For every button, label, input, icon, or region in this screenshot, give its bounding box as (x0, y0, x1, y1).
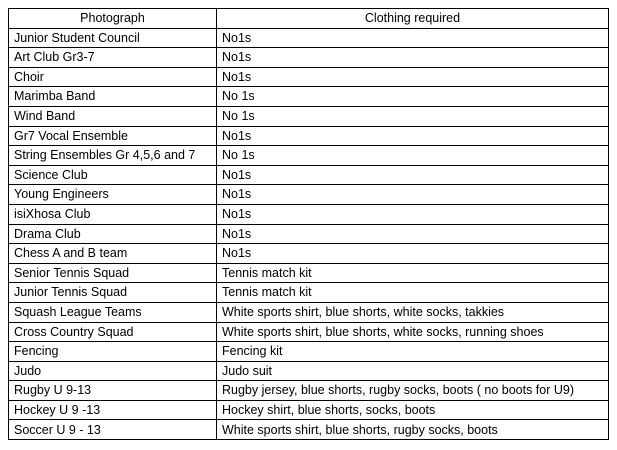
photograph-cell: Choir (9, 67, 217, 87)
clothing-cell: No1s (217, 126, 609, 146)
clothing-cell: No 1s (217, 106, 609, 126)
photograph-cell: Young Engineers (9, 185, 217, 205)
table-row (9, 381, 609, 401)
photograph-cell: Squash League Teams (9, 302, 217, 322)
table-row (9, 361, 609, 381)
table-row (9, 106, 609, 126)
table-row (9, 244, 609, 264)
table-body (9, 28, 609, 439)
photograph-cell: Senior Tennis Squad (9, 263, 217, 283)
clothing-cell: Judo suit (217, 361, 609, 381)
table-row (9, 67, 609, 87)
table-row (9, 420, 609, 440)
table-row (9, 322, 609, 342)
table-row (9, 28, 609, 48)
photograph-cell: String Ensembles Gr 4,5,6 and 7 (9, 146, 217, 166)
photograph-cell: Soccer U 9 - 13 (9, 420, 217, 440)
column-header-clothing-required: Clothing required (217, 9, 609, 29)
photograph-cell: Cross Country Squad (9, 322, 217, 342)
table-row (9, 283, 609, 303)
clothing-cell: No1s (217, 204, 609, 224)
clothing-cell: Tennis match kit (217, 263, 609, 283)
clothing-cell: No1s (217, 48, 609, 68)
photograph-cell: isiXhosa Club (9, 204, 217, 224)
photograph-cell: Fencing (9, 342, 217, 362)
photograph-cell: Wind Band (9, 106, 217, 126)
photograph-cell: Junior Student Council (9, 28, 217, 48)
clothing-cell: White sports shirt, blue shorts, white socks, takkies (217, 302, 609, 322)
clothing-cell: No1s (217, 165, 609, 185)
clothing-cell: Rugby jersey, blue shorts, rugby socks, boots ( no boots for U9) (217, 381, 609, 401)
table-header-row (9, 9, 609, 29)
photograph-cell: Hockey U 9 -13 (9, 400, 217, 420)
table-row (9, 48, 609, 68)
photograph-cell: Chess A and B team (9, 244, 217, 264)
column-header-photograph: Photograph (9, 9, 217, 29)
table-row (9, 342, 609, 362)
clothing-table (8, 8, 609, 440)
clothing-cell: No1s (217, 244, 609, 264)
clothing-cell: No1s (217, 28, 609, 48)
clothing-cell: No 1s (217, 87, 609, 107)
table-row (9, 263, 609, 283)
clothing-cell: No1s (217, 224, 609, 244)
table-row (9, 224, 609, 244)
photograph-cell: Gr7 Vocal Ensemble (9, 126, 217, 146)
clothing-cell: No 1s (217, 146, 609, 166)
table-row (9, 165, 609, 185)
photograph-cell: Science Club (9, 165, 217, 185)
clothing-cell: Fencing kit (217, 342, 609, 362)
clothing-cell: No1s (217, 185, 609, 205)
photograph-cell: Rugby U 9-13 (9, 381, 217, 401)
table-row (9, 185, 609, 205)
photograph-cell: Marimba Band (9, 87, 217, 107)
photograph-cell: Judo (9, 361, 217, 381)
photograph-cell: Drama Club (9, 224, 217, 244)
clothing-cell: Tennis match kit (217, 283, 609, 303)
photograph-cell: Art Club Gr3-7 (9, 48, 217, 68)
table-row (9, 204, 609, 224)
clothing-cell: White sports shirt, blue shorts, rugby socks, boots (217, 420, 609, 440)
photograph-cell: Junior Tennis Squad (9, 283, 217, 303)
clothing-cell: Hockey shirt, blue shorts, socks, boots (217, 400, 609, 420)
clothing-cell: No1s (217, 67, 609, 87)
table-row (9, 146, 609, 166)
table-row (9, 87, 609, 107)
table-row (9, 302, 609, 322)
table-row (9, 126, 609, 146)
table-row (9, 400, 609, 420)
clothing-cell: White sports shirt, blue shorts, white socks, running shoes (217, 322, 609, 342)
